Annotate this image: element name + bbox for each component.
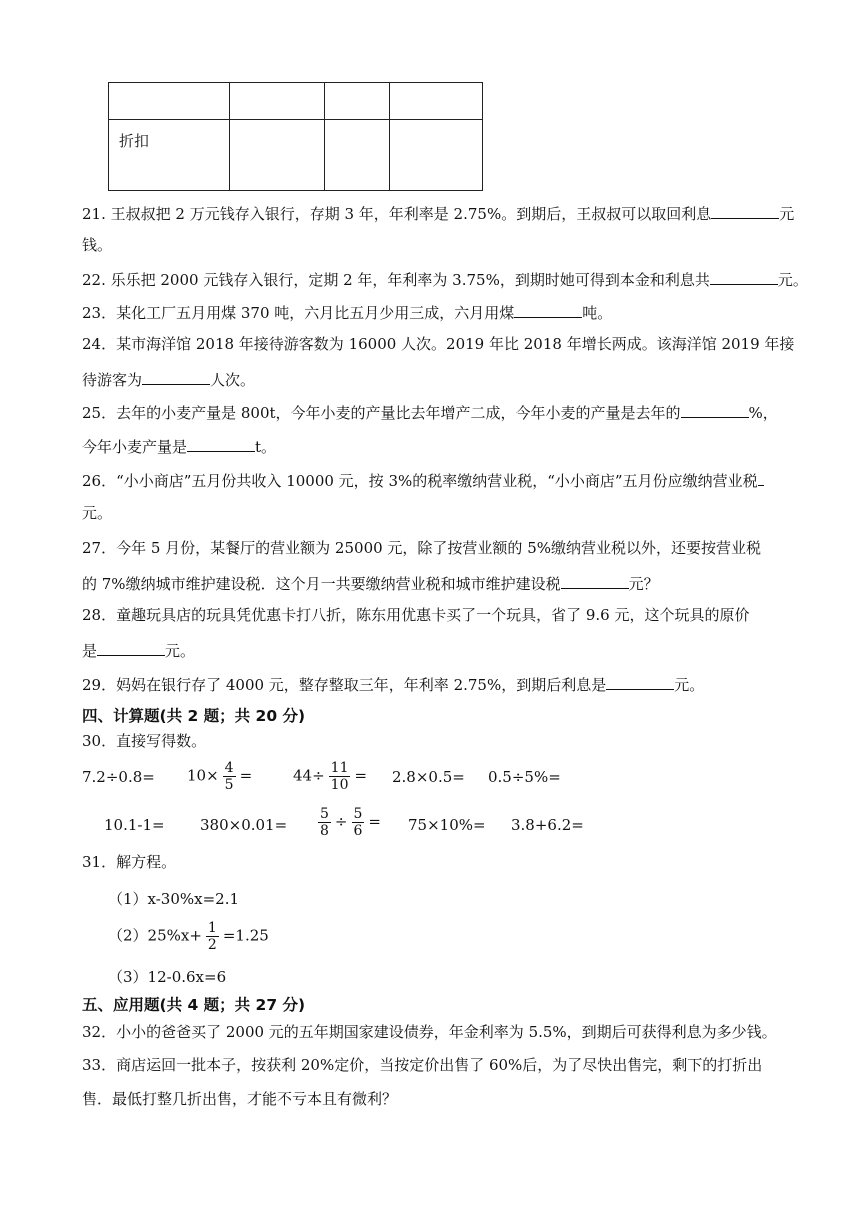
answer-blank[interactable]	[681, 401, 749, 418]
calc-item: 3.8+6.2=	[511, 816, 584, 834]
calc-text: ÷	[334, 812, 348, 831]
table-cell	[390, 120, 483, 191]
question-24	[82, 334, 794, 354]
table-cell	[109, 120, 230, 191]
question-25	[82, 401, 778, 423]
table-cell	[109, 83, 230, 120]
numerator: 5	[320, 806, 329, 822]
equation-1: （1）x-30%x=2.1	[108, 890, 240, 908]
equation-text: =1.25	[222, 926, 269, 945]
answer-blank[interactable]	[561, 572, 629, 589]
fraction	[223, 760, 236, 793]
question-text: 25．去年的小麦产量是 800t，今年小麦的产量比去年增产二成，今年小麦的产量是去年的	[82, 404, 681, 422]
equation-2	[108, 920, 269, 953]
calc-item: 75×10%=	[408, 816, 486, 834]
section-heading-application: 五、应用题(共 4 题；共 27 分)	[82, 996, 306, 1014]
question-33-line2	[82, 1089, 397, 1109]
equation-3: （3）12-0.6x=6	[108, 968, 227, 986]
calc-item	[314, 806, 381, 839]
unit-text: 元	[779, 205, 795, 223]
row-label-discount: 折扣	[119, 132, 150, 150]
fraction	[206, 920, 219, 953]
calc-text: 44÷	[293, 766, 325, 785]
unit-text: t。	[255, 438, 277, 456]
unit-text: 吨。	[582, 304, 613, 322]
question-21-line2	[82, 235, 112, 255]
table-row	[109, 120, 483, 191]
question-text: 26．“小小商店”五月份共收入 10000 元，按 3%的税率缴纳营业税，“小小商店”五月份应缴纳营业税	[82, 472, 758, 490]
numerator: 1	[207, 920, 217, 936]
fraction	[329, 760, 351, 793]
question-25-line2	[82, 435, 276, 457]
question-22	[82, 268, 808, 290]
calc-text: =	[368, 812, 381, 831]
question-text: 33．商店运回一批本子，按获利 20%定价，当按定价出售了 60%后，为了尽快出售完，剩下的打折出	[82, 1056, 763, 1074]
question-text: 是	[82, 642, 98, 660]
calc-item: 380×0.01=	[200, 816, 288, 834]
unit-text: %，	[748, 404, 778, 422]
question-text: 今年小麦产量是	[82, 438, 188, 456]
answer-blank[interactable]	[514, 301, 582, 318]
question-26	[82, 469, 764, 491]
answer-blank[interactable]	[97, 639, 165, 656]
question-27	[82, 538, 761, 558]
numerator: 5	[353, 806, 363, 822]
question-21	[82, 202, 794, 224]
question-text: 31．解方程。	[82, 853, 177, 871]
table-cell	[230, 120, 325, 191]
question-text: 24．某市海洋馆 2018 年接待游客数为 16000 人次。2019 年比 2018 年增长两成。该海洋馆 2019 年接	[82, 335, 795, 353]
answer-blank[interactable]	[758, 469, 764, 486]
question-28-line2	[82, 639, 195, 661]
denominator: 6	[353, 823, 363, 839]
calc-item: 10.1-1=	[104, 816, 165, 834]
denominator: 8	[320, 823, 329, 839]
question-29	[82, 673, 704, 695]
question-text: 22. 乐乐把 2000 元钱存入银行，定期 2 年，年利率为 3.75%，到期时她可得到本金和利息共	[82, 271, 710, 289]
question-24-line2	[82, 368, 255, 390]
discount-table	[108, 82, 483, 191]
unit-text: 元？	[628, 575, 659, 593]
denominator: 10	[330, 777, 349, 793]
calc-item	[293, 760, 367, 793]
section-heading-calculation: 四、计算题(共 2 题；共 20 分)	[82, 707, 306, 725]
denominator: 5	[224, 777, 234, 793]
question-26-line2	[82, 503, 112, 523]
answer-blank[interactable]	[710, 268, 778, 285]
equation-text: （2）25%x+	[108, 926, 202, 945]
answer-blank[interactable]	[711, 202, 779, 219]
question-23	[82, 301, 612, 323]
calc-item: 2.8×0.5=	[392, 768, 465, 786]
calc-text: =	[354, 766, 368, 785]
table-cell	[390, 83, 483, 120]
question-text: 29．妈妈在银行存了 4000 元，整存整取三年，年利率 2.75%，到期后利息是	[82, 676, 607, 694]
table-cell	[325, 120, 390, 191]
numerator: 4	[224, 760, 234, 776]
denominator: 2	[207, 937, 217, 953]
answer-blank[interactable]	[606, 673, 674, 690]
calc-text: =	[239, 766, 253, 785]
question-33	[82, 1055, 762, 1075]
table-row	[109, 83, 483, 120]
numerator: 11	[330, 760, 349, 776]
question-text: 的 7%缴纳城市维护建设税．这个月一共要缴纳营业税和城市维护建设税	[82, 575, 561, 593]
question-text: 30．直接写得数。	[82, 732, 207, 750]
fraction	[352, 806, 365, 839]
question-text: 28．童趣玩具店的玩具凭优惠卡打八折，陈东用优惠卡买了一个玩具，省了 9.6 元，这个玩具的原价	[82, 606, 750, 624]
calc-text: 10×	[187, 766, 219, 785]
question-27-line2	[82, 572, 659, 594]
unit-text: 元。	[82, 504, 113, 522]
question-text: 待游客为	[82, 371, 143, 389]
question-30	[82, 731, 206, 751]
fraction	[318, 806, 331, 839]
calc-item: 7.2÷0.8=	[82, 768, 155, 786]
question-text: 32．小小的爸爸买了 2000 元的五年期国家建设债券，年金利率为 5.5%，到期后可获得利息为多少钱。	[82, 1023, 777, 1041]
question-text: 23．某化工厂五月用煤 370 吨，六月比五月少用三成，六月用煤	[82, 304, 515, 322]
unit-text: 元。	[674, 676, 705, 694]
question-32	[82, 1022, 777, 1042]
question-text: 21. 王叔叔把 2 万元钱存入银行，存期 3 年，年利率是 2.75%。到期后，王叔叔可以取回利息	[82, 205, 712, 223]
question-28	[82, 605, 749, 625]
unit-text: 元。	[777, 271, 808, 289]
question-31	[82, 852, 176, 872]
unit-text: 人次。	[210, 371, 256, 389]
question-text: 钱。	[82, 236, 113, 254]
answer-blank[interactable]	[187, 435, 255, 452]
question-text: 售．最低打整几折出售，才能不亏本且有微利？	[82, 1090, 398, 1108]
unit-text: 元。	[165, 642, 196, 660]
question-text: 27．今年 5 月份，某餐厅的营业额为 25000 元，除了按营业额的 5%缴纳营业税以外，还要按营业税	[82, 539, 761, 557]
calc-item: 0.5÷5%=	[488, 768, 561, 786]
table-cell	[325, 83, 390, 120]
calc-item	[187, 760, 252, 793]
table-cell	[230, 83, 325, 120]
answer-blank[interactable]	[142, 368, 210, 385]
